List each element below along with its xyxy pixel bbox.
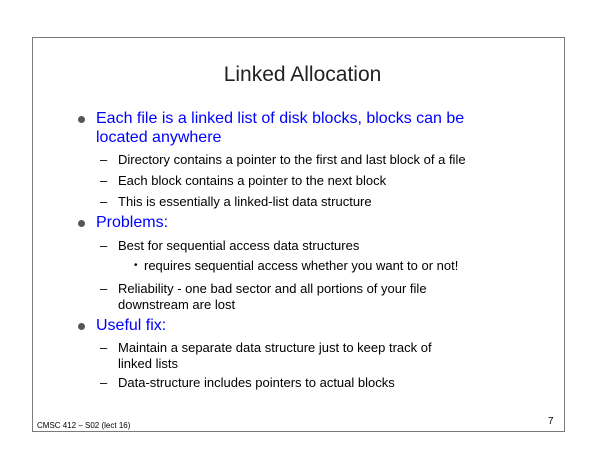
bullet-1-sub-2: Each block contains a pointer to the next block (118, 173, 387, 188)
slide-title: Linked Allocation (223, 63, 382, 86)
bullet-1-sub-3: This is essentially a linked-list data structure (118, 194, 372, 209)
dash-marker: – (100, 281, 108, 296)
bullet-dot (78, 323, 85, 330)
bullet-1-sub-1: Directory contains a pointer to the first and last block of a file (118, 152, 466, 167)
bullet-2-sub-1-detail: requires sequential access whether you want to or not! (144, 258, 459, 273)
bullet-2-label: Problems: (96, 214, 169, 231)
dash-marker: – (100, 238, 108, 253)
dash-marker: – (100, 340, 108, 355)
bullet-2-sub-1: Best for sequential access data structures (118, 238, 360, 253)
slide-frame (32, 37, 565, 432)
footer-course-label: CMSC 412 – S02 (lect 16) (37, 421, 131, 430)
dash-marker: – (100, 152, 108, 167)
bullet-1-line-2: located anywhere (96, 129, 222, 146)
sub-bullet-marker: • (134, 260, 138, 271)
bullet-dot (78, 220, 85, 227)
dash-marker: – (100, 375, 108, 390)
bullet-2-sub-2-line-1: Reliability - one bad sector and all portions of your file (118, 281, 427, 296)
page-number: 7 (548, 416, 554, 427)
bullet-3-label: Useful fix: (96, 317, 167, 334)
dash-marker: – (100, 194, 108, 209)
bullet-2-sub-2-line-2: downstream are lost (118, 297, 236, 312)
dash-marker: – (100, 173, 108, 188)
bullet-3-sub-1-line-2: linked lists (118, 356, 178, 371)
bullet-3-sub-2: Data-structure includes pointers to actual blocks (118, 375, 395, 390)
bullet-3-sub-1-line-1: Maintain a separate data structure just to keep track of (118, 340, 432, 355)
bullet-1-line-1: Each file is a linked list of disk blocks, blocks can be (96, 110, 465, 127)
bullet-dot (78, 116, 85, 123)
